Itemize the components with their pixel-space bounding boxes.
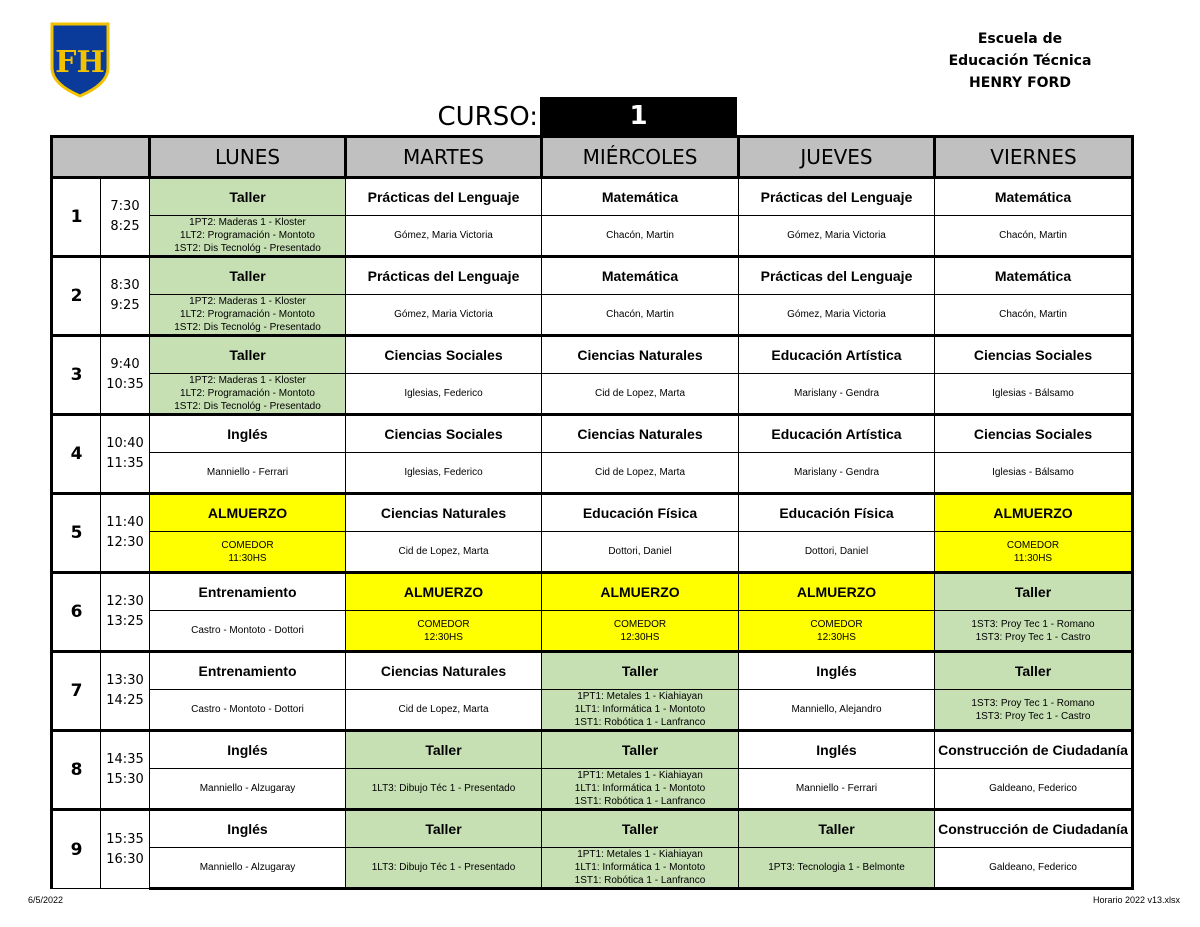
detail-cell — [935, 769, 1133, 810]
period-time — [101, 573, 150, 652]
subject-cell: Inglés — [150, 810, 346, 848]
subject-cell: Taller — [150, 336, 346, 374]
detail-line: Chacón, Martin — [999, 230, 1067, 241]
detail-line: Marislany - Gendra — [793, 467, 880, 478]
school-line-1: Escuela de — [977, 31, 1063, 47]
detail-cell — [739, 848, 935, 889]
detail-line: 11:30HS — [1013, 552, 1053, 564]
detail-line: 1ST2: Dis Tecnológ - Presentado — [174, 243, 321, 254]
detail-cell — [739, 295, 935, 336]
detail-line: 1PT2: Maderas 1 - Kloster — [189, 375, 306, 386]
detail-cell — [150, 611, 346, 652]
subject-cell: Ciencias Sociales — [935, 415, 1133, 453]
subject-cell: Taller — [542, 731, 739, 769]
subject-cell: Taller — [935, 573, 1133, 611]
detail-line: Manniello - Ferrari — [206, 467, 289, 478]
detail-line: Chacón, Martin — [606, 309, 674, 320]
period-number: 1 — [52, 178, 101, 257]
subject-cell: Matemática — [935, 178, 1133, 216]
detail-line: Galdeano, Federico — [989, 862, 1077, 873]
period-subject-row — [52, 810, 1133, 848]
subject-cell: ALMUERZO — [346, 573, 542, 611]
subject-cell: Ciencias Naturales — [346, 494, 542, 532]
detail-cell — [542, 532, 739, 573]
subject-cell: ALMUERZO — [150, 494, 346, 532]
detail-line: COMEDOR — [613, 618, 667, 630]
day-header-miercoles: MIÉRCOLES — [542, 137, 739, 178]
time-start: 14:35 — [106, 752, 144, 767]
subject-cell: Entrenamiento — [150, 573, 346, 611]
subject-cell: Construcción de Ciudadanía — [935, 810, 1133, 848]
period-detail-row — [52, 374, 1133, 415]
detail-line: 1PT2: Maderas 1 - Kloster — [189, 296, 306, 307]
subject-cell: Taller — [935, 652, 1133, 690]
detail-cell — [542, 848, 739, 889]
detail-line: COMEDOR — [417, 618, 470, 630]
period-subject-row — [52, 257, 1133, 295]
period-time — [101, 257, 150, 336]
detail-line: Gómez, Maria Victoria — [787, 309, 886, 320]
detail-cell — [739, 216, 935, 257]
detail-cell — [346, 295, 542, 336]
subject-cell: Ciencias Naturales — [542, 336, 739, 374]
detail-line: 1ST1: Robótica 1 - Lanfranco — [574, 796, 706, 807]
detail-cell — [935, 374, 1133, 415]
detail-cell — [542, 611, 739, 652]
detail-cell — [346, 374, 542, 415]
subject-cell: Taller — [150, 178, 346, 216]
detail-line: Cid de Lopez, Marta — [398, 546, 489, 557]
subject-cell: Inglés — [739, 652, 935, 690]
detail-cell — [346, 453, 542, 494]
period-detail-row — [52, 532, 1133, 573]
period-number: 6 — [52, 573, 101, 652]
detail-cell — [542, 216, 739, 257]
detail-cell — [935, 611, 1133, 652]
subject-cell: Ciencias Sociales — [935, 336, 1133, 374]
subject-cell: Prácticas del Lenguaje — [346, 178, 542, 216]
detail-line: 1LT3: Dibujo Téc 1 - Presentado — [371, 783, 516, 794]
detail-line: Galdeano, Federico — [989, 783, 1077, 794]
subject-cell: Educación Artística — [739, 415, 935, 453]
detail-line: Manniello - Ferrari — [795, 783, 878, 794]
detail-line: Manniello, Alejandro — [791, 704, 882, 715]
subject-cell: Construcción de Ciudadanía — [935, 731, 1133, 769]
detail-line: Chacón, Martin — [606, 230, 674, 241]
detail-line: Castro - Montoto - Dottori — [191, 704, 304, 715]
time-start: 8:30 — [110, 278, 140, 293]
subject-cell: Taller — [150, 257, 346, 295]
curso-value: 1 — [540, 97, 737, 135]
period-subject-row — [52, 731, 1133, 769]
period-detail-row — [52, 216, 1133, 257]
detail-line: 1ST1: Robótica 1 - Lanfranco — [574, 875, 706, 886]
detail-line: 1LT1: Informática 1 - Montoto — [574, 862, 706, 873]
subject-cell: Matemática — [542, 178, 739, 216]
subject-cell: Ciencias Naturales — [542, 415, 739, 453]
detail-line: COMEDOR — [221, 539, 274, 551]
detail-cell — [542, 374, 739, 415]
detail-line: 1LT2: Programación - Montoto — [180, 309, 315, 320]
detail-line: 12:30HS — [620, 631, 660, 643]
period-time — [101, 336, 150, 415]
time-end: 16:30 — [106, 851, 144, 867]
detail-line: 1PT3: Tecnologia 1 - Belmonte — [768, 862, 905, 873]
detail-cell — [935, 453, 1133, 494]
detail-line: 1LT1: Informática 1 - Montoto — [574, 783, 706, 794]
detail-cell — [542, 295, 739, 336]
detail-cell — [346, 848, 542, 889]
period-subject-row — [52, 178, 1133, 216]
subject-cell: Taller — [739, 810, 935, 848]
time-start: 9:40 — [110, 357, 140, 372]
period-subject-row — [52, 494, 1133, 532]
day-header-jueves: JUEVES — [739, 137, 935, 178]
detail-cell — [150, 453, 346, 494]
detail-cell — [150, 295, 346, 336]
detail-cell — [346, 216, 542, 257]
period-subject-row — [52, 573, 1133, 611]
time-end: 12:30 — [106, 535, 144, 550]
time-start: 11:40 — [106, 515, 144, 530]
detail-line: 1LT3: Dibujo Téc 1 - Presentado — [371, 862, 516, 873]
detail-cell — [150, 690, 346, 731]
subject-cell: Educación Física — [739, 494, 935, 532]
detail-line: 1PT1: Metales 1 - Kiahiayan — [577, 770, 703, 781]
subject-cell: Inglés — [150, 731, 346, 769]
time-end: 11:35 — [106, 456, 144, 471]
period-detail-row — [52, 611, 1133, 652]
detail-line: Iglesias, Federico — [404, 467, 483, 478]
detail-cell — [150, 532, 346, 573]
detail-line: Marislany - Gendra — [793, 388, 880, 399]
subject-cell: Prácticas del Lenguaje — [739, 257, 935, 295]
corner-header — [52, 137, 150, 178]
time-start: 12:30 — [106, 594, 144, 609]
detail-cell — [542, 453, 739, 494]
time-end: 15:30 — [106, 772, 144, 787]
period-subject-row — [52, 652, 1133, 690]
detail-line: 1ST3: Proy Tec 1 - Castro — [975, 631, 1091, 643]
schedule-table — [50, 135, 1134, 890]
time-end: 14:25 — [106, 693, 144, 708]
subject-cell: Prácticas del Lenguaje — [739, 178, 935, 216]
detail-line: Chacón, Martin — [999, 309, 1067, 320]
detail-line: COMEDOR — [1006, 539, 1060, 551]
school-shield-logo — [50, 22, 110, 98]
period-detail-row — [52, 848, 1133, 889]
period-number: 4 — [52, 415, 101, 494]
detail-line: 1PT2: Maderas 1 - Kloster — [189, 217, 306, 228]
detail-line: 1LT2: Programación - Montoto — [180, 230, 315, 241]
detail-cell — [739, 769, 935, 810]
detail-cell — [739, 532, 935, 573]
svg-text:FH: FH — [55, 45, 105, 80]
period-number: 9 — [52, 810, 101, 889]
time-start: 7:30 — [110, 199, 140, 214]
school-name — [940, 28, 1100, 94]
school-line-3: HENRY FORD — [969, 75, 1071, 91]
period-time — [101, 494, 150, 573]
detail-line: 12:30HS — [817, 631, 856, 643]
detail-line: Iglesias - Bálsamo — [992, 467, 1074, 478]
subject-cell: Taller — [346, 731, 542, 769]
detail-line: Manniello - Alzugaray — [199, 862, 296, 873]
subject-cell: Entrenamiento — [150, 652, 346, 690]
period-time — [101, 731, 150, 810]
detail-line: 1ST1: Robótica 1 - Lanfranco — [574, 717, 706, 728]
detail-cell — [150, 769, 346, 810]
detail-cell — [739, 453, 935, 494]
time-end: 8:25 — [110, 219, 140, 234]
day-header-martes: MARTES — [346, 137, 542, 178]
header-row — [52, 137, 1133, 178]
period-number: 2 — [52, 257, 101, 336]
subject-cell: Prácticas del Lenguaje — [346, 257, 542, 295]
period-detail-row — [52, 295, 1133, 336]
schedule-body — [52, 178, 1133, 889]
detail-line: 1ST3: Proy Tec 1 - Romano — [971, 697, 1095, 709]
detail-line: 1ST3: Proy Tec 1 - Romano — [971, 618, 1095, 630]
period-detail-row — [52, 769, 1133, 810]
period-number: 5 — [52, 494, 101, 573]
detail-cell — [935, 848, 1133, 889]
subject-cell: Ciencias Naturales — [346, 652, 542, 690]
subject-cell: ALMUERZO — [739, 573, 935, 611]
subject-cell: Matemática — [935, 257, 1133, 295]
school-line-2: Educación Técnica — [948, 53, 1092, 69]
detail-line: Manniello - Alzugaray — [199, 783, 296, 794]
period-subject-row — [52, 415, 1133, 453]
detail-line: Cid de Lopez, Marta — [594, 467, 686, 478]
subject-cell: ALMUERZO — [935, 494, 1133, 532]
time-start: 13:30 — [106, 673, 144, 688]
subject-cell: Ciencias Sociales — [346, 415, 542, 453]
detail-cell — [739, 690, 935, 731]
detail-line: 1ST2: Dis Tecnológ - Presentado — [174, 322, 321, 333]
period-time — [101, 810, 150, 889]
detail-line: Gómez, Maria Victoria — [394, 230, 493, 241]
footer-date: 6/5/2022 — [28, 895, 64, 905]
detail-line: Gómez, Maria Victoria — [787, 230, 886, 241]
period-time — [101, 415, 150, 494]
detail-line: 1ST2: Dis Tecnológ - Presentado — [174, 401, 321, 412]
subject-cell: Educación Física — [542, 494, 739, 532]
time-end: 10:35 — [106, 377, 144, 392]
detail-line: Cid de Lopez, Marta — [398, 704, 489, 715]
subject-cell: Educación Artística — [739, 336, 935, 374]
detail-cell — [150, 848, 346, 889]
detail-line: Dottori, Daniel — [804, 546, 869, 557]
detail-cell — [150, 374, 346, 415]
detail-line: Iglesias, Federico — [404, 388, 483, 399]
subject-cell: Inglés — [150, 415, 346, 453]
detail-line: 12:30HS — [424, 631, 463, 643]
detail-line: Dottori, Daniel — [608, 546, 672, 557]
detail-line: Iglesias - Bálsamo — [992, 388, 1074, 399]
period-number: 3 — [52, 336, 101, 415]
detail-cell — [739, 374, 935, 415]
detail-cell — [542, 690, 739, 731]
detail-line: 1LT1: Informática 1 - Montoto — [574, 704, 706, 715]
subject-cell: Inglés — [739, 731, 935, 769]
detail-line: Gómez, Maria Victoria — [394, 309, 493, 320]
time-end: 9:25 — [110, 298, 140, 313]
day-header-viernes: VIERNES — [935, 137, 1133, 178]
detail-cell — [346, 690, 542, 731]
footer-filename: Horario 2022 v13.xlsx — [1092, 895, 1180, 905]
detail-cell — [935, 295, 1133, 336]
time-start: 15:35 — [106, 831, 144, 847]
subject-cell: Ciencias Sociales — [346, 336, 542, 374]
period-detail-row — [52, 453, 1133, 494]
detail-line: 1ST3: Proy Tec 1 - Castro — [975, 710, 1091, 722]
detail-cell — [935, 216, 1133, 257]
day-header-lunes: LUNES — [150, 137, 346, 178]
time-start: 10:40 — [106, 436, 144, 451]
curso-label: CURSO: — [437, 102, 538, 132]
detail-line: Cid de Lopez, Marta — [594, 388, 686, 399]
subject-cell: Matemática — [542, 257, 739, 295]
period-time — [101, 178, 150, 257]
detail-cell — [346, 769, 542, 810]
period-detail-row — [52, 690, 1133, 731]
detail-line: Castro - Montoto - Dottori — [191, 625, 304, 636]
detail-line: 1LT2: Programación - Montoto — [180, 388, 315, 399]
detail-cell — [150, 216, 346, 257]
detail-cell — [739, 611, 935, 652]
subject-cell: Taller — [346, 810, 542, 848]
period-time — [101, 652, 150, 731]
detail-line: 11:30HS — [228, 552, 267, 564]
subject-cell: ALMUERZO — [542, 573, 739, 611]
detail-line: 1PT1: Metales 1 - Kiahiayan — [577, 691, 703, 702]
detail-line: 1PT1: Metales 1 - Kiahiayan — [577, 849, 703, 860]
period-number: 7 — [52, 652, 101, 731]
detail-cell — [346, 611, 542, 652]
detail-cell — [935, 690, 1133, 731]
detail-cell — [935, 532, 1133, 573]
detail-cell — [542, 769, 739, 810]
time-end: 13:25 — [106, 614, 144, 629]
subject-cell: Taller — [542, 810, 739, 848]
detail-line: COMEDOR — [810, 618, 863, 630]
period-subject-row — [52, 336, 1133, 374]
subject-cell: Taller — [542, 652, 739, 690]
detail-cell — [346, 532, 542, 573]
period-number: 8 — [52, 731, 101, 810]
